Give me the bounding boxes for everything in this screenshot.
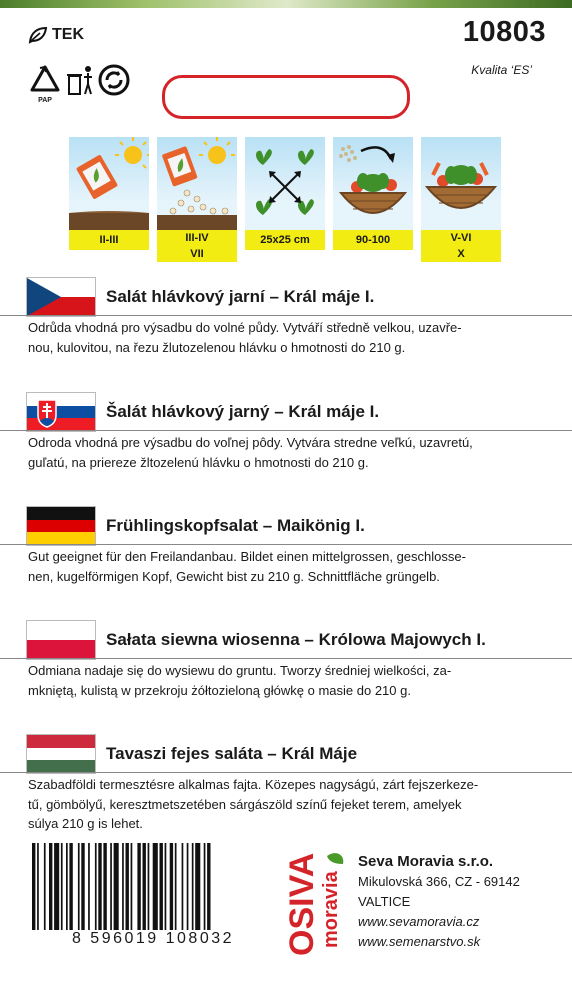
icon-card-spacing xyxy=(245,137,325,250)
section-title: Šalát hlávkový jarný – Král máje I. xyxy=(106,402,380,421)
green-dot-icon xyxy=(98,64,130,96)
company-website-link-sk[interactable]: www.semenarstvo.sk xyxy=(358,934,481,949)
section-title: Salát hlávkový jarní – Král máje I. xyxy=(106,287,375,306)
description-line: Odrůda vhodná pro výsadbu do volné půdy. Vytváří středně velkou, uzavře- xyxy=(28,320,462,335)
product-code: 10803 xyxy=(462,16,546,48)
description-line: Szabadföldi termesztésre alkalmas fajta. Közepes nagyságú, zárt fejszerkeze- xyxy=(28,777,479,792)
icon-label-line: 90-100 xyxy=(355,234,391,246)
logo-leaf-icon xyxy=(327,853,343,864)
lot-number-box xyxy=(162,75,410,119)
growth-to-harvest-icon xyxy=(333,137,413,230)
brand-tag-text: TEK xyxy=(52,26,84,43)
icon-card-harvest xyxy=(421,137,501,262)
section-divider xyxy=(0,658,572,659)
paper-recycle xyxy=(28,64,62,104)
plant-spacing-icon xyxy=(245,137,325,230)
icon-card-sowing xyxy=(69,137,149,250)
description-line: mkniętą, kulistą w przekroju żółtozieloną główkę o masie do 210 g. xyxy=(28,682,411,698)
icon-label-line: II-III xyxy=(99,234,119,246)
icon-label-harvest xyxy=(421,230,501,262)
quality-label: Kvalita ‘ES’ xyxy=(471,63,532,77)
flag-cz-icon xyxy=(27,278,95,316)
harvest-basket-icon xyxy=(421,137,501,230)
flag-de-icon xyxy=(27,507,95,545)
sowing-seeds-icon xyxy=(157,137,237,230)
icon-label-line: V-VI xyxy=(450,232,472,244)
description-line: Odmiana nadaje się do wysiewu do gruntu. Tworzy średniej wielkości, za- xyxy=(28,663,452,678)
icon-label-line: III-IV xyxy=(185,232,209,244)
description-line: súlya 210 g is lehet. xyxy=(28,816,143,831)
flag-sk-icon xyxy=(27,393,95,431)
company-address: Mikulovská 366, CZ - 69142 xyxy=(358,874,520,889)
flag-hu-icon xyxy=(27,735,95,773)
osiva-moravia-logo xyxy=(283,848,351,958)
cultivation-icons xyxy=(69,137,501,271)
icon-label-sowing xyxy=(69,230,149,250)
section-divider xyxy=(0,772,572,773)
section-description xyxy=(28,775,548,834)
icon-label-spacing xyxy=(245,230,325,250)
waste-bin-person-icon xyxy=(66,64,94,98)
icon-label-line: VII xyxy=(190,248,204,260)
description-line: nou, kulovitou, na řezu žlutozelenou hlávku o hmotnosti do 210 g. xyxy=(28,339,406,355)
company-name: Seva Moravia s.r.o. xyxy=(358,853,494,870)
section-divider xyxy=(0,430,572,431)
sowing-packet-icon xyxy=(69,137,149,230)
section-title: Frühlingskopfsalat – Maikönig I. xyxy=(106,516,365,535)
flag-pl-icon xyxy=(27,621,95,659)
recycle-symbols xyxy=(28,64,130,104)
description-line: Gut geeignet für den Freilandanbau. Bildet einen mittelgrossen, geschlosse- xyxy=(28,549,466,564)
section-title: Tavaszi fejes saláta – Král Máje xyxy=(106,744,358,763)
section-description xyxy=(28,433,548,472)
recycle-triangle-icon xyxy=(28,64,62,94)
icon-label-growth xyxy=(333,230,413,250)
company-info xyxy=(358,852,520,952)
pap-label: PAP xyxy=(38,97,52,104)
section-title: Sałata siewna wiosenna – Królowa Majowych I. xyxy=(106,630,486,649)
section-divider xyxy=(0,315,572,316)
icon-label-line: X xyxy=(457,248,465,260)
barcode-number: 8 596019 108032 xyxy=(28,930,278,948)
description-line: Odroda vhodná pre výsadbu do voľnej pôdy. Vytvára stredne veľkú, uzavretú, xyxy=(28,435,473,450)
company-website-link[interactable]: www.sevamoravia.cz xyxy=(358,914,480,929)
section-description xyxy=(28,318,548,357)
company-city: VALTICE xyxy=(358,894,411,909)
section-description xyxy=(28,547,548,586)
description-line: tű, gömbölyű, keresztmetszetében sárgászöld színű fejeket terem, amelyek xyxy=(28,796,462,812)
icon-card-growth xyxy=(333,137,413,250)
section-divider xyxy=(0,544,572,545)
brand-tag xyxy=(28,26,84,44)
description-line: guľatú, na priereze žltozelenú hlávku o hmotnosti do 210 g. xyxy=(28,454,369,470)
logo-sub-text: moravia xyxy=(320,871,342,948)
icon-label-line: 25x25 cm xyxy=(260,234,310,246)
top-leaf-strip xyxy=(0,0,572,8)
icon-card-seeding xyxy=(157,137,237,262)
leaf-icon xyxy=(28,26,48,44)
section-description xyxy=(28,661,548,700)
icon-label-seeding xyxy=(157,230,237,262)
logo-main-text: OSIVA xyxy=(283,852,321,956)
description-line: nen, kugelförmigen Kopf, Gewicht bist zu 210 g. Schnittfläche grüngelb. xyxy=(28,568,440,584)
